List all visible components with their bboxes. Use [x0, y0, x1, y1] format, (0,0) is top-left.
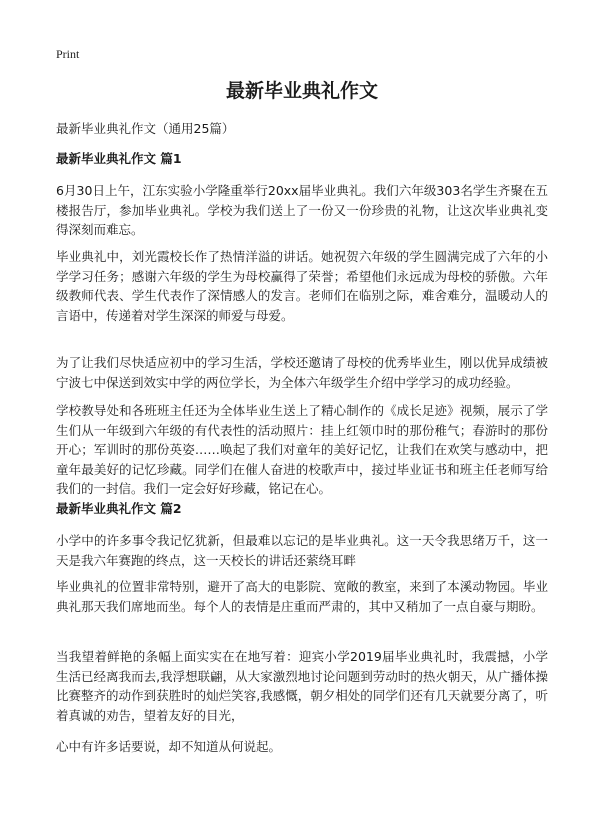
paragraph-1-4: 学校教导处和各班班主任还为全体毕业生送上了精心制作的《成长足迹》视频，展示了学生们从一年级到六年级的有代表性的活动照片：挂上红领巾时的那份稚气；春游时的那份开心；军训时的那份英姿……唤起了我们对童年的美好记忆，让我们在欢笑与感动中，把童年最美好的记忆珍藏。同学们在催人奋进的校歌声中，接过毕业证书和班主任老师写给我们的一封信。我们一定会好好珍藏，铭记在心。 — [56, 403, 548, 496]
paragraph-2-1: 小学中的许多事令我记忆犹新，但最难以忘记的是毕业典礼。这一天令我思绪万千，这一天是我六年赛跑的终点，这一天校长的讲话还萦绕耳畔 — [56, 533, 548, 568]
section-heading-1: 最新毕业典礼作文 篇1 — [56, 151, 182, 166]
paragraph-1-3: 为了让我们尽快适应初中的学习生活，学校还邀请了母校的优秀毕业生，刚以优异成绩被宁波七中保送到效实中学的两位学长，为全体六年级学生介绍中学学习的成功经验。 — [56, 355, 548, 390]
section-heading-2: 最新毕业典礼作文 篇2 — [56, 501, 182, 516]
page-title: 最新毕业典礼作文 — [225, 80, 378, 102]
paragraph-1-1: 6月30日上午，江东实验小学隆重举行20xx届毕业典礼。我们六年级303名学生齐聚在五楼报告厅，参加毕业典礼。学校为我们送上了一份又一份珍贵的礼物，让这次毕业典礼变得深刻而难忘。 — [56, 183, 548, 237]
paragraph-2-2: 毕业典礼的位置非常特别，避开了高大的电影院、宽敞的教室，来到了本溪动物园。毕业典礼那天我们席地而坐。每个人的表情是庄重而严肃的，其中又稍加了一点自豪与期盼。 — [56, 579, 548, 614]
document-subtitle: 最新毕业典礼作文（通用25篇） — [56, 121, 235, 136]
print-link[interactable]: Print — [56, 47, 80, 61]
paragraph-2-3: 当我望着鲜艳的条幅上面实实在在地写着：迎宾小学2019届毕业典礼时，我震撼，小学生活已经离我而去,我浮想联翩，从大家激烈地讨论问题到劳动时的热火朝天，从广播体操比赛整齐的动作到获胜时的灿烂笑容,我感慨，朝夕相处的同学们还有几天就要分离了，听着真诚的劝告，望着友好的目光， — [56, 649, 548, 723]
paragraph-2-4: 心中有许多话要说，却不知道从何说起。 — [56, 739, 282, 754]
paragraph-1-2: 毕业典礼中，刘光霞校长作了热情洋溢的讲话。她祝贺六年级的学生圆满完成了六年的小学学习任务；感谢六年级的学生为母校赢得了荣誉；希望他们永远成为母校的骄傲。六年级教师代表、学生代表作了深情感人的发言。老师们在临别之际，难舍难分，温暖动人的言语中，传递着对学生深深的师爱与母爱。 — [56, 249, 548, 323]
